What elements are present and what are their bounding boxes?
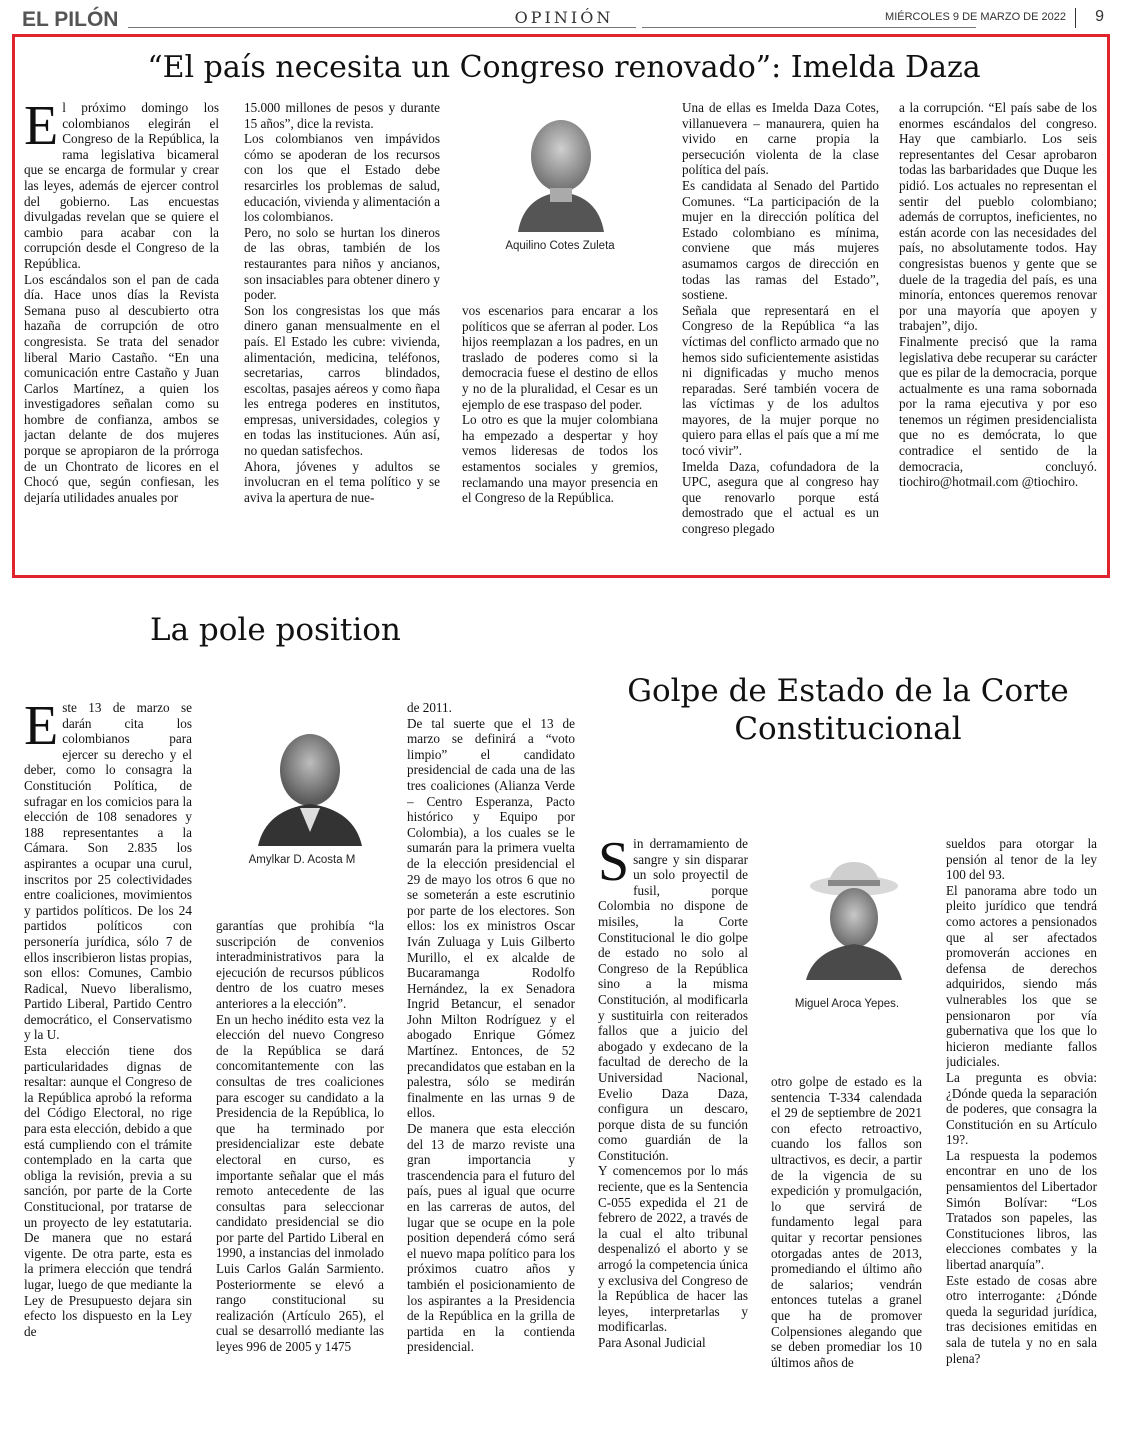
article2-col3-text: de 2011. De tal suerte que el 13 de marzo se definirá a “voto limpio” el candidato presidencial de cada una de las tres coaliciones (Alianza Verde – Centro Esperanza, Pacto histórico y Equipo por Colombia), a los cuales se le sumarán para la primera vuelta de la elección presidencial el 29 de mayo los otros 6 que no se someterán a este escrutinio por parte de los electores. Son ellos: los ex ministros Oscar Iván Zuluaga y Luis Gilberto Murillo, el ex alcalde de Bucaramanga Rodolfo Hernández, la ex Senadora Ingrid Betancur, el senador John Milton Rodríguez y el abogado Enrique Gómez Martínez. Entonces, de 52 precandidatos que estaban en la palestra, sólo se medirán finalmente en las urnas 9 de ellos. De manera que esta elección del 13 de marzo reviste una gran importancia y trascendencia para el futuro del país, pues al igual que ocurre en las carreras de autos, del lugar que se ocupe en la pole position dependerá cómo será el nuevo mapa político para los próximos cuatro años y también el posicionamiento de los aspirantes a la Presidencia de la República en la grilla de partida en la contienda presidencial.	[407, 700, 575, 1355]
newspaper-logo: EL PILÓN	[22, 8, 119, 31]
article2-col1-text: ste 13 de marzo se darán cita los colombianos para ejercer su derecho y el deber, como lo consagra la Constitución Política, de sufragar en los comicios para la elección de 108 senadores y 188 representantes a la Cámara. Son 2.835 los aspirantes a ocupar una curul, inscritos por 25 colectividades entre coaliciones, movimientos y partidos políticos. De los 24 partidos políticos con personería jurídica, sólo 7 de ellos inscribieron listas propias, son ellos: Comunes, Cambio Radical, Nuevo liberalismo, Partido Liberal, Partido Centro democrático, el Conservatismo y la U. Esta elección tiene dos particularidades dignas de resaltar: aunque el Congreso de la República aprobó la reforma del Código Electoral, no rige para esta elección, debido a que está cumpliendo con el trámite contemplado en la carta que obliga la revisión, previa a su sanción, por parte de la Corte Constitucional, por tratarse de un proyecto de ley estatutaria. De manera que no estará vigente. De otra parte, esta es la primera elección que tendrá lugar, luego de que mediante la Ley de Presupuesto dejara sin efecto los dispuesto en la Ley de	[24, 700, 192, 1339]
article3-photo-caption: Miguel Aroca Yepes.	[794, 998, 900, 1010]
article2-headline: La pole position	[150, 612, 401, 648]
article3-drop-cap: S	[598, 836, 630, 893]
article3-headline	[598, 672, 1098, 748]
article1-col2-text: 15.000 millones de pesos y durante 15 años”, dice la revista. Los colombianos ven impávidos cómo se apoderan de los recursos con los que el Estado debe resarcirles los problemas de salud, educación, vivienda y alimentación a los colombianos. Pero, no solo se hurtan los dineros de las obras, también de los restaurantes para niños y ancianos, son insaciables para obtener dinero y poder. Son los congresistas los que más dinero ganan mensualmente en el país. El Estado les cubre: vivienda, alimentación, medicina, teléfonos, secretarias, carros blindados, escoltas, pasajes aéreos y como ñapa les entrega poderes en institutos, empresas, universidades, colegios y en todas las instituciones. Aún así, no quedan satisfechos. Ahora, jóvenes y adultos se involucran en el tema político y se aviva la apertura de nue-	[244, 100, 440, 505]
article1-photo-caption: Aquilino Cotes Zuleta	[505, 240, 615, 252]
article1-drop-cap: E	[24, 100, 59, 157]
article2-column-3	[407, 700, 575, 1420]
article3-headline-line1: Golpe de Estado de la Corte	[627, 673, 1069, 709]
article3-col2-text: otro golpe de estado es la sentencia T-334 calendada el 29 de septiembre de 2021 con efecto retroactivo, cuando los fallos son ultractivos, es decir, a partir de la vigencia de su expedición y promulgación, lo que servirá de fundamento legal para quitar y recortar pensiones otorgadas antes de 2013, promediando el último año de salarios; vendrán entonces tutelas a granel que ha de promover Colpensiones alegando que se deben promediar los 10 últimos años de	[771, 1074, 922, 1370]
author-photo-aquilino	[488, 96, 634, 232]
article1-column-3	[462, 303, 658, 561]
page-number: 9	[1095, 8, 1104, 25]
article1-col1-text: l próximo domingo los colombianos elegirán el Congreso de la República, la rama legislativa bicameral que se encarga de formular y crear las leyes, además de ejercer control del gobierno. Las encuestas divulgadas revelan que se quiere el cambio para acabar con la corrupción desde el Congreso de la República. Los escándalos son el pan de cada día. Hace unos días la Revista Semana puso al descubierto otra hazaña de corrupción de otro congresista. Se trata del senador liberal Mario Castaño. “En una comunicación entre Castaño y Juan Carlos Martínez, a quien los investigadores señalan como su hombre de confianza, ambos se jactan delante de dos mujeres porque se apropiaron de la prórroga de un Chontrato de licores en el Chocó que, según confiesan, les dejaría utilidades anuales por	[24, 100, 219, 505]
issue-date: MIÉRCOLES 9 DE MARZO DE 2022	[885, 11, 1066, 23]
article1-col4-text: Una de ellas es Imelda Daza Cotes, villanuevera – manaurera, quien ha vivido en carne propia la persecución violenta de la clase política del país. Es candidata al Senado del Partido Comunes. “La participación de la mujer en la dirección política del Estado colombiano es mínima, conviene que más mujeres asumamos cargos de dirección en todas las ramas del Estado”, sostiene. Señala que representará en el Congreso de la República “a las víctimas del conflicto armado que no hemos sido suficientemente asistidas ni dignificadas y mucho menos reparadas. Seré también vocera de las víctimas y de los adultos mayores, de la mujer porque no quiero para ellas el país que a mí me tocó vivir”. Imelda Daza, cofundadora de la UPC, asegura que al congreso hay que renovarlo porque está demostrado que el actual es un congreso plegado	[682, 100, 879, 537]
article1-column-5	[899, 100, 1097, 578]
masthead-separator	[1075, 8, 1076, 28]
masthead-rule-left	[128, 27, 636, 28]
portrait-icon	[488, 96, 634, 232]
article3-column-3	[946, 836, 1097, 1420]
section-title: OPINIÓN	[514, 8, 614, 27]
portrait-icon	[240, 712, 380, 846]
article2-drop-cap: E	[24, 700, 59, 757]
article3-col1-text: in derramamiento de sangre y sin disparar un solo proyectil de fusil, porque Colombia no dispone de misiles, la Corte Constitucional le dio golpe de estado no solo al Congreso de la República sino a la misma Constitución, al modificarla y sustituirla con reiterados fallos que a juicio del abogado y exdecano de la facultad de derecho de la Universidad Nacional, Evelio Daza Daza, configura un descaro, porque dista de su función como guardián de la Constitución. Y comencemos por lo más reciente, que es la Sentencia C-055 expedida el 21 de febrero de 2022, a través de la cual el alto tribunal despenalizó el aborto y se arrogó la competencia única y exclusiva del Congreso de la República de hacer las leyes, interpretarlas y modificarlas. Para Asonal Judicial	[598, 836, 748, 1350]
author-photo-amylkar	[240, 712, 380, 846]
author-photo-miguel	[792, 856, 916, 980]
article1-col3-text: vos escenarios para encarar a los políticos que se aferran al poder. Los hijos reemplazan a los padres, en un traslado de poderes como si la democracia fuese el destino de ellos y no de la pluralidad, el Cesar es un ejemplo de ese traspaso del poder. Lo otro es que la mujer colombiana ha empezado a despertar y hoy vemos lideresas de todos los estamentos sociales y gremios, reclamando una mayor presencia en el Congreso de la República.	[462, 303, 658, 506]
article2-column-2	[216, 918, 384, 1420]
article1-headline: “El país necesita un Congreso renovado”: Imelda Daza	[147, 50, 981, 85]
article1-column-2	[244, 100, 440, 560]
article3-col3-text: sueldos para otorgar la pensión al tenor de la ley 100 del 93. El panorama abre todo un pleito jurídico que tendrá como actores a pensionados que al ser afectados promoverán acciones en defensa de derechos adquiridos, siendo más vulnerables los que se pensionaron por vía gubernativa que los que lo hicieron mediante fallos judiciales. La pregunta es obvia: ¿Dónde queda la separación de poderes, que consagra la Constitución en su Artículo 19?. La respuesta la podemos encontrar en uno de los pensamientos del Libertador Simón Bolívar: “Los Tratados son papeles, las Constituciones libros, las elecciones combates y la libertad anarquía”. Este estado de cosas abre otro interrogante: ¿Dónde queda la seguridad jurídica, tras decisiones emitidas en sala de tutela y no en sala plena?	[946, 836, 1097, 1366]
masthead-rule-right	[642, 27, 976, 28]
article2-photo-caption: Amylkar D. Acosta M	[248, 854, 356, 866]
masthead	[22, 8, 1106, 30]
article1-column-4	[682, 100, 879, 560]
article1-column-1	[24, 100, 219, 560]
article2-column-1	[24, 700, 192, 1420]
article2-col2-text: garantías que prohibía “la suscripción de convenios interadministrativos para la ejecución de recursos públicos dentro de los cuatro meses anteriores a la elección”. En un hecho inédito esta vez la elección del nuevo Congreso de la República se dará concomitantemente con las consultas de tres coaliciones para escoger su candidato a la Presidencia de la República, lo que ha terminado por presidencializar este debate electoral en curso, es importante señalar que el más remoto antecedente de las consultas para seleccionar candidato presidencial se dio por parte del Partido Liberal en 1990, a instancias del inmolado Luis Carlos Galán Sarmiento. Posteriormente se elevó a rango constitucional su realización (Artículo 265), el cual se desarrolló mediante las leyes 996 de 2005 y 1475	[216, 918, 384, 1355]
article3-headline-line2: Constitucional	[734, 711, 962, 747]
article3-column-2	[771, 1074, 922, 1420]
article1-col5-text: a la corrupción. “El país sabe de los enormes escándalos del congreso. Hay que cambiarlo. Los seis representantes del Cesar aprobaron todas las barbaridades que Duque les pidió. Los actuales no representan el sentir del pueblo colombiano; además de corruptos, ineficientes, no están acorde con las necesidades del país, no absolutamente todos. Hay congresistas buenos y gente que se duele de la tragedia del país, es una minoría, entonces queremos renovar por una mayoría que apoyen y trabajen”, dijo. Finalmente precisó que la rama legislativa debe recuperar su carácter que es pilar de la democracia, porque actualmente es una rama sobornada por la rama ejecutiva y por eso tenemos un régimen presidencialista que no es demócrata, lo que contradice el sentido de la democracia, concluyó. tiochiro@hotmail.com @tiochiro.	[899, 100, 1097, 490]
portrait-icon	[792, 856, 916, 980]
article3-column-1	[598, 836, 748, 1420]
